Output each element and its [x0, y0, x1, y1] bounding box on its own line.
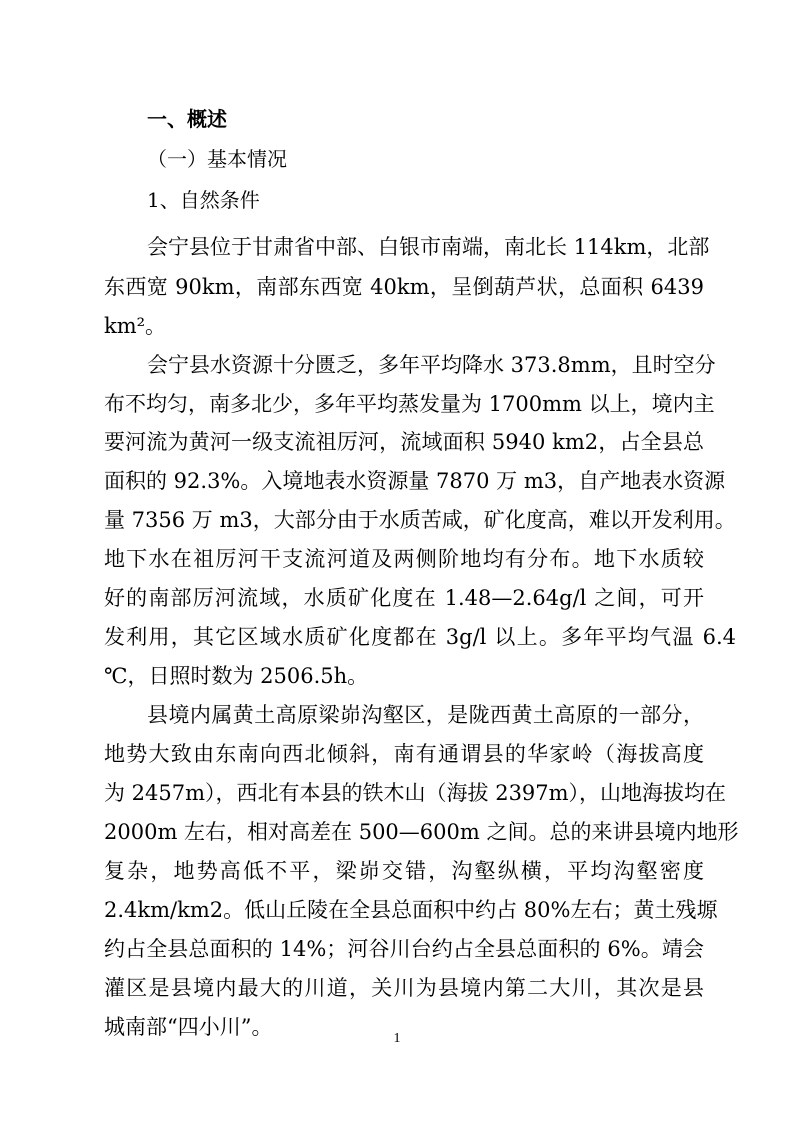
- page-number: 1: [393, 1031, 401, 1046]
- paragraph-line: 2000m 左右，相对高差在 500—600m 之间。总的来讲县境内地形: [104, 820, 739, 844]
- paragraph-line: 复杂，地势高低不平，梁峁交错，沟壑纵横，平均沟壑密度: [104, 859, 704, 883]
- section-heading: 一、概述: [147, 107, 227, 131]
- paragraph-line: 约占全县总面积的 14%；河谷川台约占全县总面积的 6%。靖会: [104, 937, 704, 961]
- paragraph-line: 要河流为黄河一级支流祖厉河，流域面积 5940 km2，占全县总: [104, 430, 704, 454]
- paragraph-line: 县境内属黄土高原梁峁沟壑区，是陇西黄土高原的一部分，: [147, 703, 704, 727]
- paragraph-line: 灌区是县境内最大的川道，关川为县境内第二大川，其次是县: [104, 976, 704, 1000]
- paragraph-line: 好的南部厉河流域，水质矿化度在 1.48—2.64g/l 之间，可开: [104, 586, 704, 610]
- paragraph-line: ℃，日照时数为 2506.5h。: [104, 664, 369, 688]
- paragraph-line: 发利用，其它区域水质矿化度都在 3g/l 以上。多年平均气温 6.4: [104, 625, 736, 649]
- subsection-heading: （一）基本情况: [147, 147, 287, 171]
- paragraph-line: 地势大致由东南向西北倾斜，南有通谓县的华家岭（海拔高度: [104, 742, 704, 766]
- paragraph-line: 布不均匀，南多北少，多年平均蒸发量为 1700mm 以上，境内主: [104, 392, 715, 416]
- subsubsection-heading: 1、自然条件: [147, 188, 260, 212]
- paragraph-line: 会宁县水资源十分匮乏，多年平均降水 373.8mm，且时空分: [147, 353, 716, 377]
- paragraph-line: 2.4km/km2。低山丘陵在全县总面积中约占 80%左右；黄土残塬: [104, 898, 718, 922]
- paragraph-line: 东西宽 90km，南部东西宽 40km，呈倒葫芦状，总面积 6439: [104, 275, 704, 299]
- paragraph-line: 为 2457m），西北有本县的铁木山（海拔 2397m），山地海拔均在: [104, 781, 727, 805]
- paragraph-line: 量 7356 万 m3，大部分由于水质苦咸，矿化度高，难以开发利用。: [104, 508, 736, 532]
- paragraph-line: 城南部“四小川”。: [104, 1015, 273, 1039]
- paragraph-line: 面积的 92.3%。入境地表水资源量 7870 万 m3，自产地表水资源: [104, 469, 726, 493]
- paragraph-line: 地下水在祖厉河干支流河道及两侧阶地均有分布。地下水质较: [104, 547, 704, 571]
- paragraph-line: km²。: [104, 314, 167, 338]
- paragraph-line: 会宁县位于甘肃省中部、白银市南端，南北长 114km，北部: [147, 235, 710, 259]
